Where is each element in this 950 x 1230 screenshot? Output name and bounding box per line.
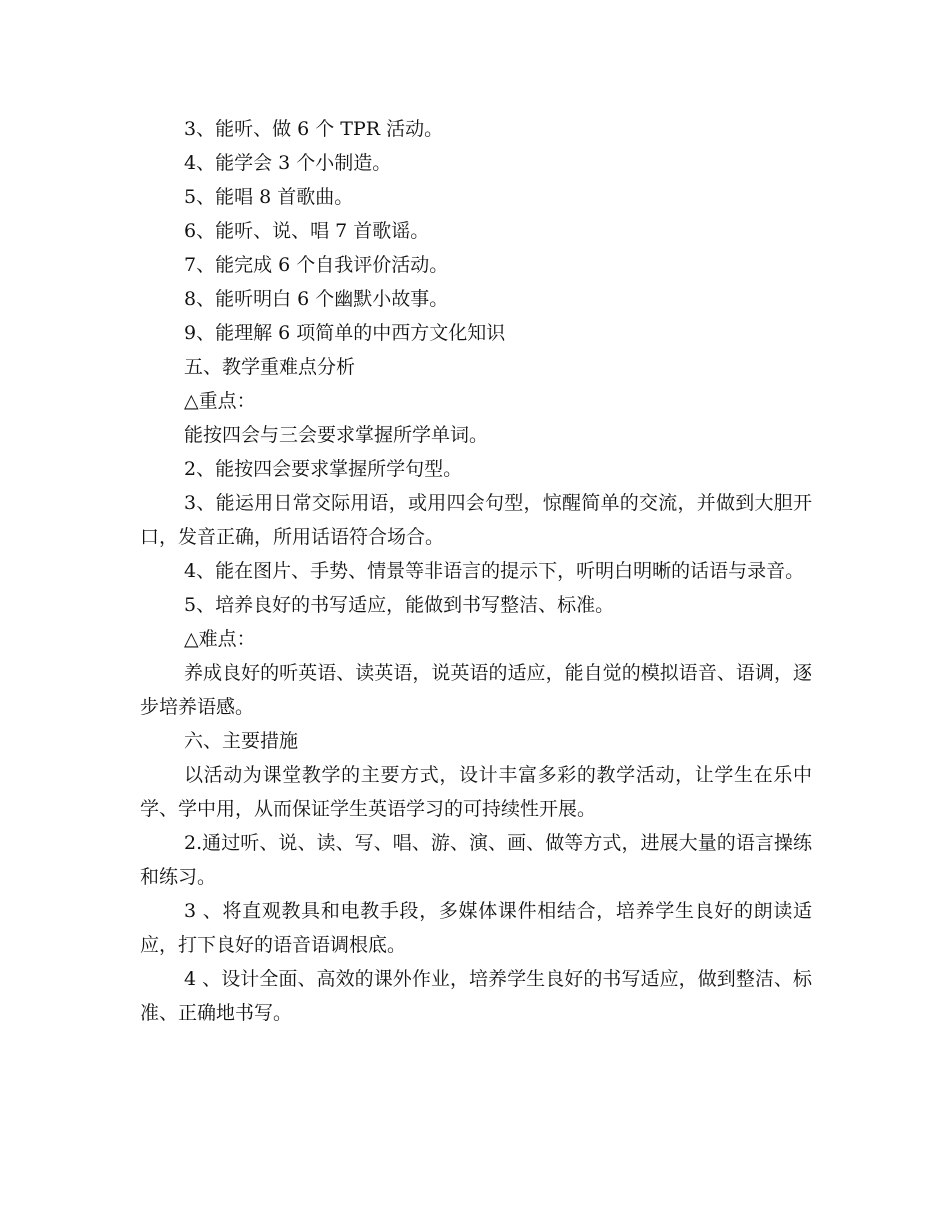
measure-homework: 4 、设计全面、高效的课外作业，培养学生良好的书写适应，做到整洁、标准、正确地书写。 (140, 968, 812, 1024)
key-point-listening: 4、能在图片、手势、情景等非语言的提示下，听明白明晰的话语与录音。 (184, 560, 805, 582)
key-point-sentences: 2、能按四会要求掌握所学句型。 (184, 458, 463, 480)
objective-tpr: 3、能听、做 6 个 TPR 活动。 (184, 118, 444, 140)
key-point-communication: 3、能运用日常交际用语，或用四会句型，惊醒简单的交流，并做到大胆开口，发音正确，所用话语符合场合。 (140, 492, 812, 548)
objective-crafts: 4、能学会 3 个小制造。 (184, 152, 392, 174)
objective-chants: 6、能听、说、唱 7 首歌谣。 (184, 220, 430, 242)
section-heading-measures: 六、主要措施 (184, 730, 299, 752)
key-point-writing: 5、培养良好的书写适应，能做到书写整洁、标准。 (184, 594, 615, 616)
key-point-words: 能按四会与三会要求掌握所学单词。 (184, 424, 489, 446)
subheading-key-points: △重点： (184, 390, 256, 412)
measure-multimedia: 3 、将直观教具和电教手段，多媒体课件相结合，培养学生良好的朗读适应，打下良好的语音语调根底。 (140, 900, 812, 956)
objective-songs: 5、能唱 8 首歌曲。 (184, 186, 354, 208)
objective-self-evaluation: 7、能完成 6 个自我评价活动。 (184, 254, 449, 276)
difficulty-habits: 养成良好的听英语、读英语，说英语的适应，能自觉的模拟语音、语调，逐步培养语感。 (140, 662, 812, 718)
objective-stories: 8、能听明白 6 个幽默小故事。 (184, 288, 449, 310)
subheading-difficulties: △难点： (184, 628, 256, 650)
objective-culture: 9、能理解 6 项简单的中西方文化知识 (184, 322, 506, 344)
document-body (140, 112, 812, 1030)
measure-practice: 2.通过听、说、读、写、唱、游、演、画、做等方式，进展大量的语言操练和练习。 (140, 832, 812, 888)
measure-activities: 以活动为课堂教学的主要方式，设计丰富多彩的教学活动，让学生在乐中学、学中用，从而保证学生英语学习的可持续性开展。 (140, 764, 812, 820)
section-heading-key-points: 五、教学重难点分析 (184, 356, 356, 378)
